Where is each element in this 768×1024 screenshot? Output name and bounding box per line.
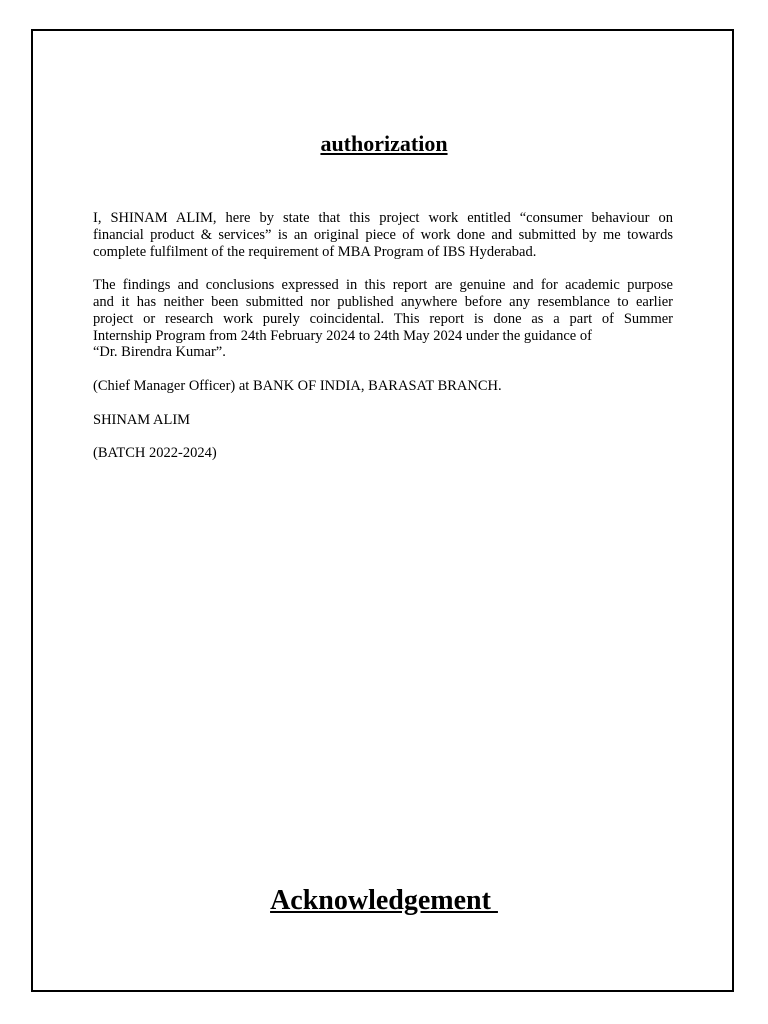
page-title: authorization xyxy=(320,131,448,156)
batch-info: (BATCH 2022-2024) xyxy=(93,445,217,462)
text-line: project or research work purely coincidental. This report is done as a part of Summer xyxy=(93,310,673,327)
text-line: I, SHINAM ALIM, here by state that this project work entitled “consumer behaviour on xyxy=(93,210,673,226)
text-line: The findings and conclusions expressed in this report are genuine and for academic purpose xyxy=(93,277,673,294)
text-line: financial product & services” is an original piece of work done and submitted by me towards xyxy=(93,226,673,243)
declaration-paragraph xyxy=(93,210,673,260)
student-name: SHINAM ALIM xyxy=(93,411,191,428)
text-line: “Dr. Birendra Kumar”. xyxy=(93,344,226,361)
text-line: complete fulfilment of the requirement of MBA Program of IBS Hyderabad. xyxy=(93,243,537,260)
findings-paragraph xyxy=(93,277,673,361)
document-body xyxy=(93,210,673,479)
guide-designation: (Chief Manager Officer) at BANK OF INDIA, BARASAT BRANCH. xyxy=(93,377,502,394)
acknowledgement-heading: Acknowledgement xyxy=(270,885,498,916)
text-line: Internship Program from 24th February 2024 to 24th May 2024 under the guidance of xyxy=(93,327,592,344)
page-border xyxy=(31,29,734,992)
text-line: and it has neither been submitted nor published anywhere before any resemblance to earlier xyxy=(93,293,673,310)
